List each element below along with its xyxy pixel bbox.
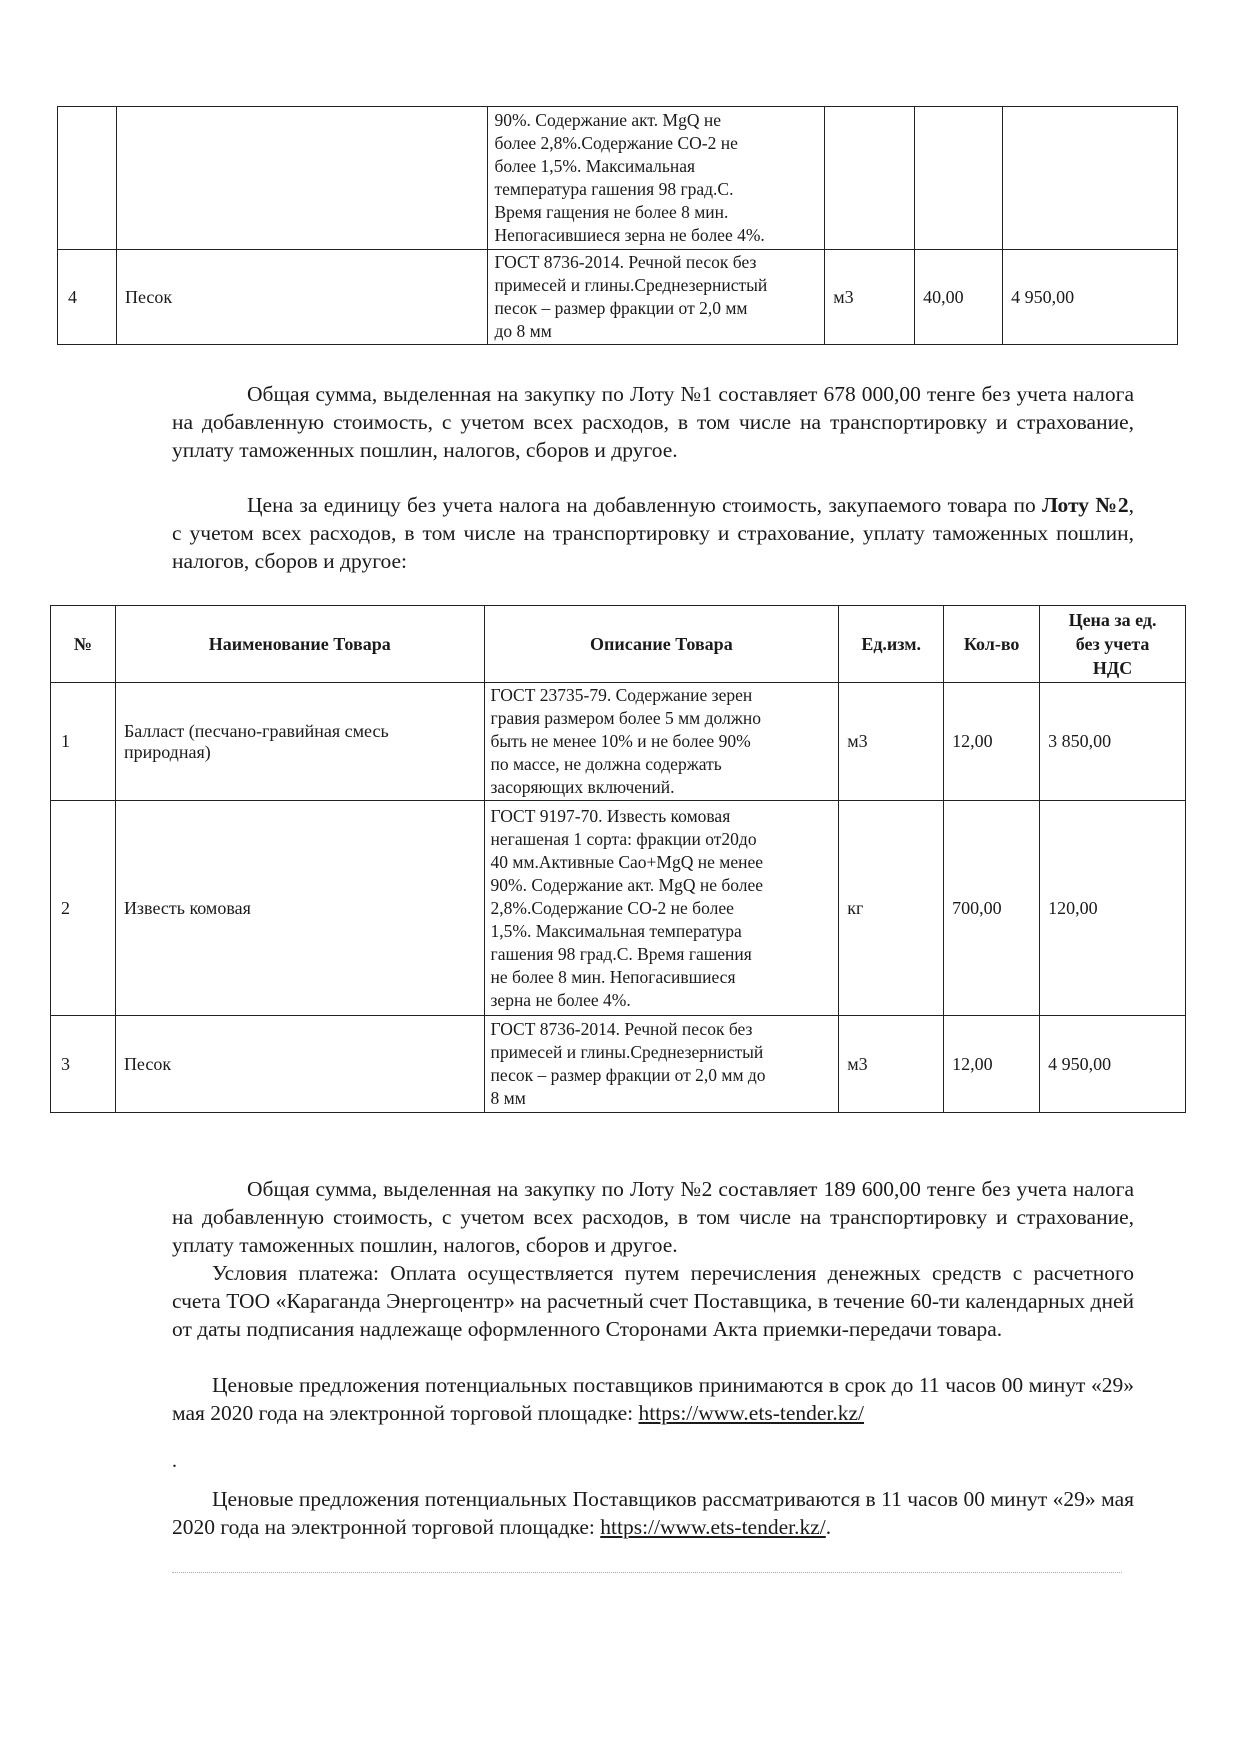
row-number: 2 [51,801,116,1016]
item-unit: м3 [825,250,915,345]
dotted-divider [172,1572,1122,1573]
payment-terms-paragraph: Условия платежа: Оплата осуществляется путем перечисления денежных средств с расчетного счета ТОО «Караганда Энергоцентр» на расчетный счет Поставщика, в течение 60-ти календарных дней от даты подписания надлежаще оформленного Сторонами Акта приемки-передачи товара. [172,1261,1134,1341]
item-qty: 40,00 [915,250,1003,345]
lot2-intro-paragraph: Цена за единицу без учета налога на добавленную стоимость, закупаемого товара по Лоту №2, с учетом всех расходов, в том числе на транспортировку и страхование, уплату таможенных пошлин, налогов, сборов и другое: [172,493,1134,573]
tender-link[interactable]: https://www.ets-tender.kz/ [600,1515,826,1539]
item-name [116,107,488,250]
header-name: Наименование Товара [115,606,484,683]
item-name: Песок [115,1016,484,1113]
item-description: ГОСТ 9197-70. Известь комовая негашеная 1 сорта: фракции от20до 40 мм.Активные Сао+MgQ не менее 90%. Содержание акт. MgQ не более 2,8%.Содержание СО-2 не более 1,5%. Максимальная температура гашения 98 град.С. Время гашения не более 8 мин. Непогасившиеся зерна не более 4%. [484,801,839,1016]
lot1-table [57,106,1178,345]
lot2-total-paragraph: Общая сумма, выделенная на закупку по Лоту №2 составляет 189 600,00 тенге без учета налога на добавленную стоимость, с учетом всех расходов, в том числе на транспортировку и страхование, уплату таможенных пошлин, налогов, сборов и другое. [172,1177,1134,1257]
header-unit: Ед.изм. [839,606,944,683]
lot1-total-paragraph: Общая сумма, выделенная на закупку по Лоту №1 составляет 678 000,00 тенге без учета налога на добавленную стоимость, с учетом всех расходов, в том числе на транспортировку и страхование, уплату таможенных пошлин, налогов, сборов и другое. [172,382,1134,462]
item-unit: кг [839,801,944,1016]
header-desc: Описание Товара [484,606,839,683]
submission-deadline-paragraph: Ценовые предложения потенциальных поставщиков принимаются в срок до 11 часов 00 минут «29» мая 2020 года на электронной торговой площадке: https://www.ets-tender.kz/ [172,1373,1134,1425]
row-number: 3 [51,1016,116,1113]
item-qty: 700,00 [944,801,1040,1016]
item-description: ГОСТ 23735-79. Содержание зерен гравия размером более 5 мм должно быть не менее 10% и не более 90% по массе, не должна содержать засоряющих включений. [484,683,839,801]
item-unit: м3 [839,1016,944,1113]
item-price [1003,107,1178,250]
item-name: Песок [116,250,488,345]
item-price: 3 850,00 [1040,683,1186,801]
item-qty [915,107,1003,250]
item-unit [825,107,915,250]
header-num: № [51,606,116,683]
table-row [51,1016,1186,1113]
header-price: Цена за ед. без учета НДС [1040,606,1186,683]
item-name: Балласт (песчано-гравийная смесь природная) [115,683,484,801]
table-row [58,250,1178,345]
row-number: 1 [51,683,116,801]
item-description: ГОСТ 8736-2014. Речной песок без примесей и глины.Среднезернистый песок – размер фракции от 2,0 мм до 8 мм [488,250,825,345]
table-row [51,683,1186,801]
review-time-paragraph: Ценовые предложения потенциальных Поставщиков рассматриваются в 11 часов 00 минут «29» мая 2020 года на электронной торговой площадке: https://www.ets-tender.kz/. [172,1487,1134,1539]
item-unit: м3 [839,683,944,801]
row-number: 4 [58,250,117,345]
table-header-row [51,606,1186,683]
item-price: 4 950,00 [1040,1016,1186,1113]
table-row [51,801,1186,1016]
item-description: ГОСТ 8736-2014. Речной песок без примесей и глины.Среднезернистый песок – размер фракции от 2,0 мм до 8 мм [484,1016,839,1113]
stray-dot: . [172,1450,177,1472]
item-qty: 12,00 [944,683,1040,801]
header-qty: Кол-во [944,606,1040,683]
item-price: 4 950,00 [1003,250,1178,345]
lot2-table [50,605,1186,1113]
item-description: 90%. Содержание акт. MgQ не более 2,8%.Содержание СО-2 не более 1,5%. Максимальная температура гашения 98 град.С. Время гащения не более 8 мин. Непогасившиеся зерна не более 4%. [488,107,825,250]
item-name: Известь комовая [115,801,484,1016]
table-row [58,107,1178,250]
item-price: 120,00 [1040,801,1186,1016]
item-qty: 12,00 [944,1016,1040,1113]
row-number [58,107,117,250]
tender-link[interactable]: https://www.ets-tender.kz/ [638,1401,865,1425]
